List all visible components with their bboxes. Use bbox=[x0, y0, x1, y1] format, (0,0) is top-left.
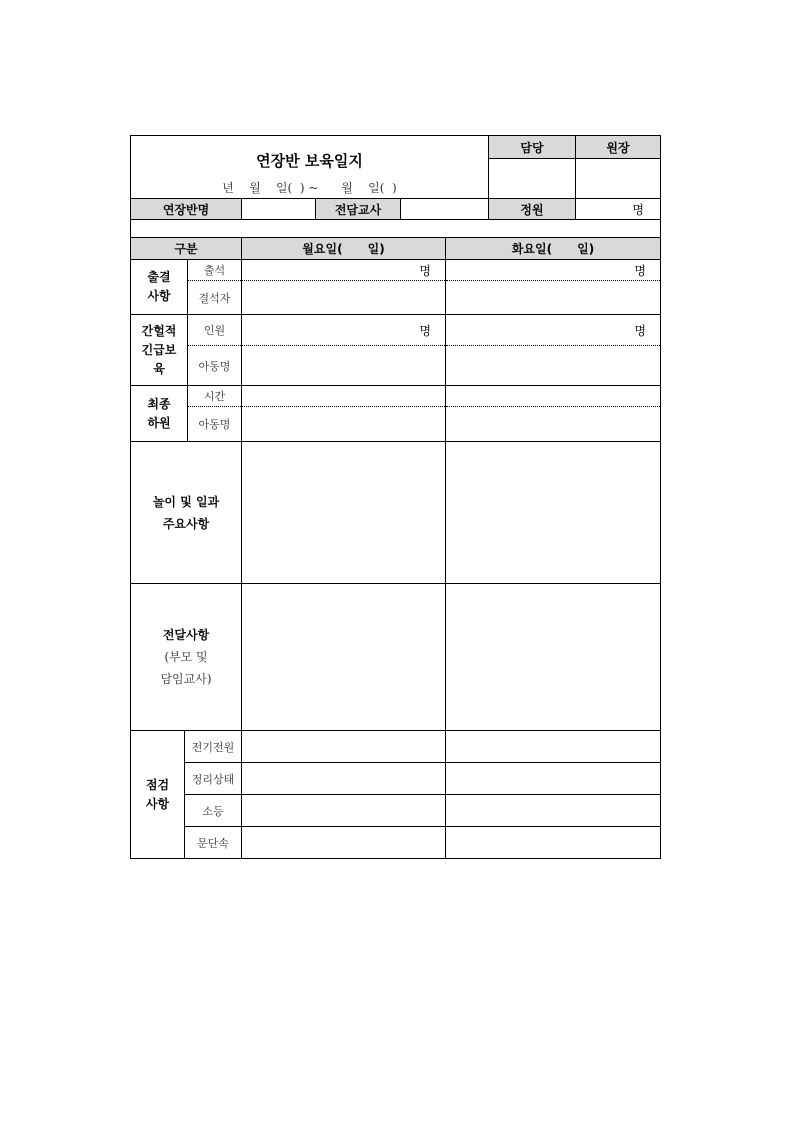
inspection-label-line2: 사항 bbox=[145, 796, 170, 811]
monday-notices-field[interactable] bbox=[242, 584, 446, 731]
lights-off-label: 소등 bbox=[185, 795, 242, 827]
header-table bbox=[130, 135, 661, 238]
monday-present-field[interactable] bbox=[242, 260, 446, 281]
activities-label-line2: 주요사항 bbox=[162, 516, 210, 531]
monday-emergency-unit: 명 bbox=[419, 323, 431, 338]
log-table bbox=[130, 237, 661, 731]
class-name-field[interactable] bbox=[242, 199, 316, 220]
dismissal-label-line1: 최종 bbox=[147, 396, 171, 411]
date-range-line[interactable]: 년 월 일( ) ~ 월 일( ) bbox=[131, 177, 489, 199]
inspection-label-line1: 점검 bbox=[145, 777, 170, 792]
notices-label-line2: (부모 및 bbox=[164, 650, 208, 664]
tuesday-present-unit: 명 bbox=[634, 263, 646, 278]
monday-lock-field[interactable] bbox=[242, 827, 446, 859]
tuesday-dismissal-children-field[interactable] bbox=[446, 407, 661, 442]
monday-tidy-field[interactable] bbox=[242, 763, 446, 795]
tuesday-tidy-field[interactable] bbox=[446, 763, 661, 795]
absent-label: 결석자 bbox=[188, 281, 242, 315]
teacher-label: 전담교사 bbox=[316, 199, 401, 220]
class-name-label: 연장반명 bbox=[131, 199, 242, 220]
present-label: 출석 bbox=[188, 260, 242, 281]
tuesday-activities-field[interactable] bbox=[446, 442, 661, 584]
tuesday-lights-field[interactable] bbox=[446, 795, 661, 827]
inspection-table bbox=[130, 730, 661, 859]
category-header: 구분 bbox=[131, 238, 242, 260]
approval-charge-sign[interactable] bbox=[489, 159, 576, 199]
notices-label-line1: 전달사항 bbox=[162, 628, 210, 642]
dismissal-label bbox=[131, 386, 188, 442]
capacity-field[interactable] bbox=[576, 199, 661, 220]
page-title: 연장반 보육일지 bbox=[256, 151, 363, 170]
monday-present-unit: 명 bbox=[419, 263, 431, 278]
emergency-label-line2: 긴급보 bbox=[141, 342, 177, 357]
emergency-children-label: 아동명 bbox=[188, 346, 242, 386]
monday-dismissal-time-field[interactable] bbox=[242, 386, 446, 407]
monday-lights-field[interactable] bbox=[242, 795, 446, 827]
tuesday-emergency-unit: 명 bbox=[634, 323, 646, 338]
notices-label bbox=[131, 584, 242, 731]
approval-director-sign[interactable] bbox=[576, 159, 661, 199]
tuesday-power-field[interactable] bbox=[446, 731, 661, 763]
attendance-label bbox=[131, 260, 188, 315]
inspection-label bbox=[131, 731, 185, 859]
dismissal-label-line2: 하원 bbox=[147, 415, 171, 430]
door-lock-label: 문단속 bbox=[185, 827, 242, 859]
tidy-label: 정리상태 bbox=[185, 763, 242, 795]
monday-power-field[interactable] bbox=[242, 731, 446, 763]
activities-label-line1: 놀이 및 일과 bbox=[152, 494, 220, 509]
tuesday-absent-field[interactable] bbox=[446, 281, 661, 315]
emergency-label bbox=[131, 315, 188, 386]
emergency-label-line3: 육 bbox=[153, 361, 165, 376]
monday-activities-field[interactable] bbox=[242, 442, 446, 584]
tuesday-present-field[interactable] bbox=[446, 260, 661, 281]
monday-emergency-children-field[interactable] bbox=[242, 346, 446, 386]
approval-director-label: 원장 bbox=[576, 136, 661, 159]
activities-label bbox=[131, 442, 242, 584]
tuesday-notices-field[interactable] bbox=[446, 584, 661, 731]
capacity-label: 정원 bbox=[489, 199, 576, 220]
tuesday-dismissal-time-field[interactable] bbox=[446, 386, 661, 407]
monday-emergency-count-field[interactable] bbox=[242, 315, 446, 346]
dismissal-time-label: 시간 bbox=[188, 386, 242, 407]
dismissal-children-label: 아동명 bbox=[188, 407, 242, 442]
emergency-count-label: 인원 bbox=[188, 315, 242, 346]
attendance-label-line2: 사항 bbox=[147, 289, 171, 303]
spacer-row bbox=[131, 220, 661, 238]
emergency-label-line1: 간헐적 bbox=[141, 323, 177, 338]
power-label: 전기전원 bbox=[185, 731, 242, 763]
daycare-log-sheet bbox=[130, 135, 660, 859]
attendance-label-line1: 출결 bbox=[147, 270, 171, 284]
capacity-unit: 명 bbox=[632, 202, 644, 217]
tuesday-emergency-count-field[interactable] bbox=[446, 315, 661, 346]
tuesday-lock-field[interactable] bbox=[446, 827, 661, 859]
teacher-field[interactable] bbox=[401, 199, 489, 220]
monday-dismissal-children-field[interactable] bbox=[242, 407, 446, 442]
title-cell bbox=[131, 136, 489, 177]
monday-header: 월요일( 일) bbox=[242, 238, 446, 260]
tuesday-emergency-children-field[interactable] bbox=[446, 346, 661, 386]
tuesday-header: 화요일( 일) bbox=[446, 238, 661, 260]
approval-charge-label: 담당 bbox=[489, 136, 576, 159]
notices-label-line3: 담임교사) bbox=[160, 672, 212, 686]
monday-absent-field[interactable] bbox=[242, 281, 446, 315]
